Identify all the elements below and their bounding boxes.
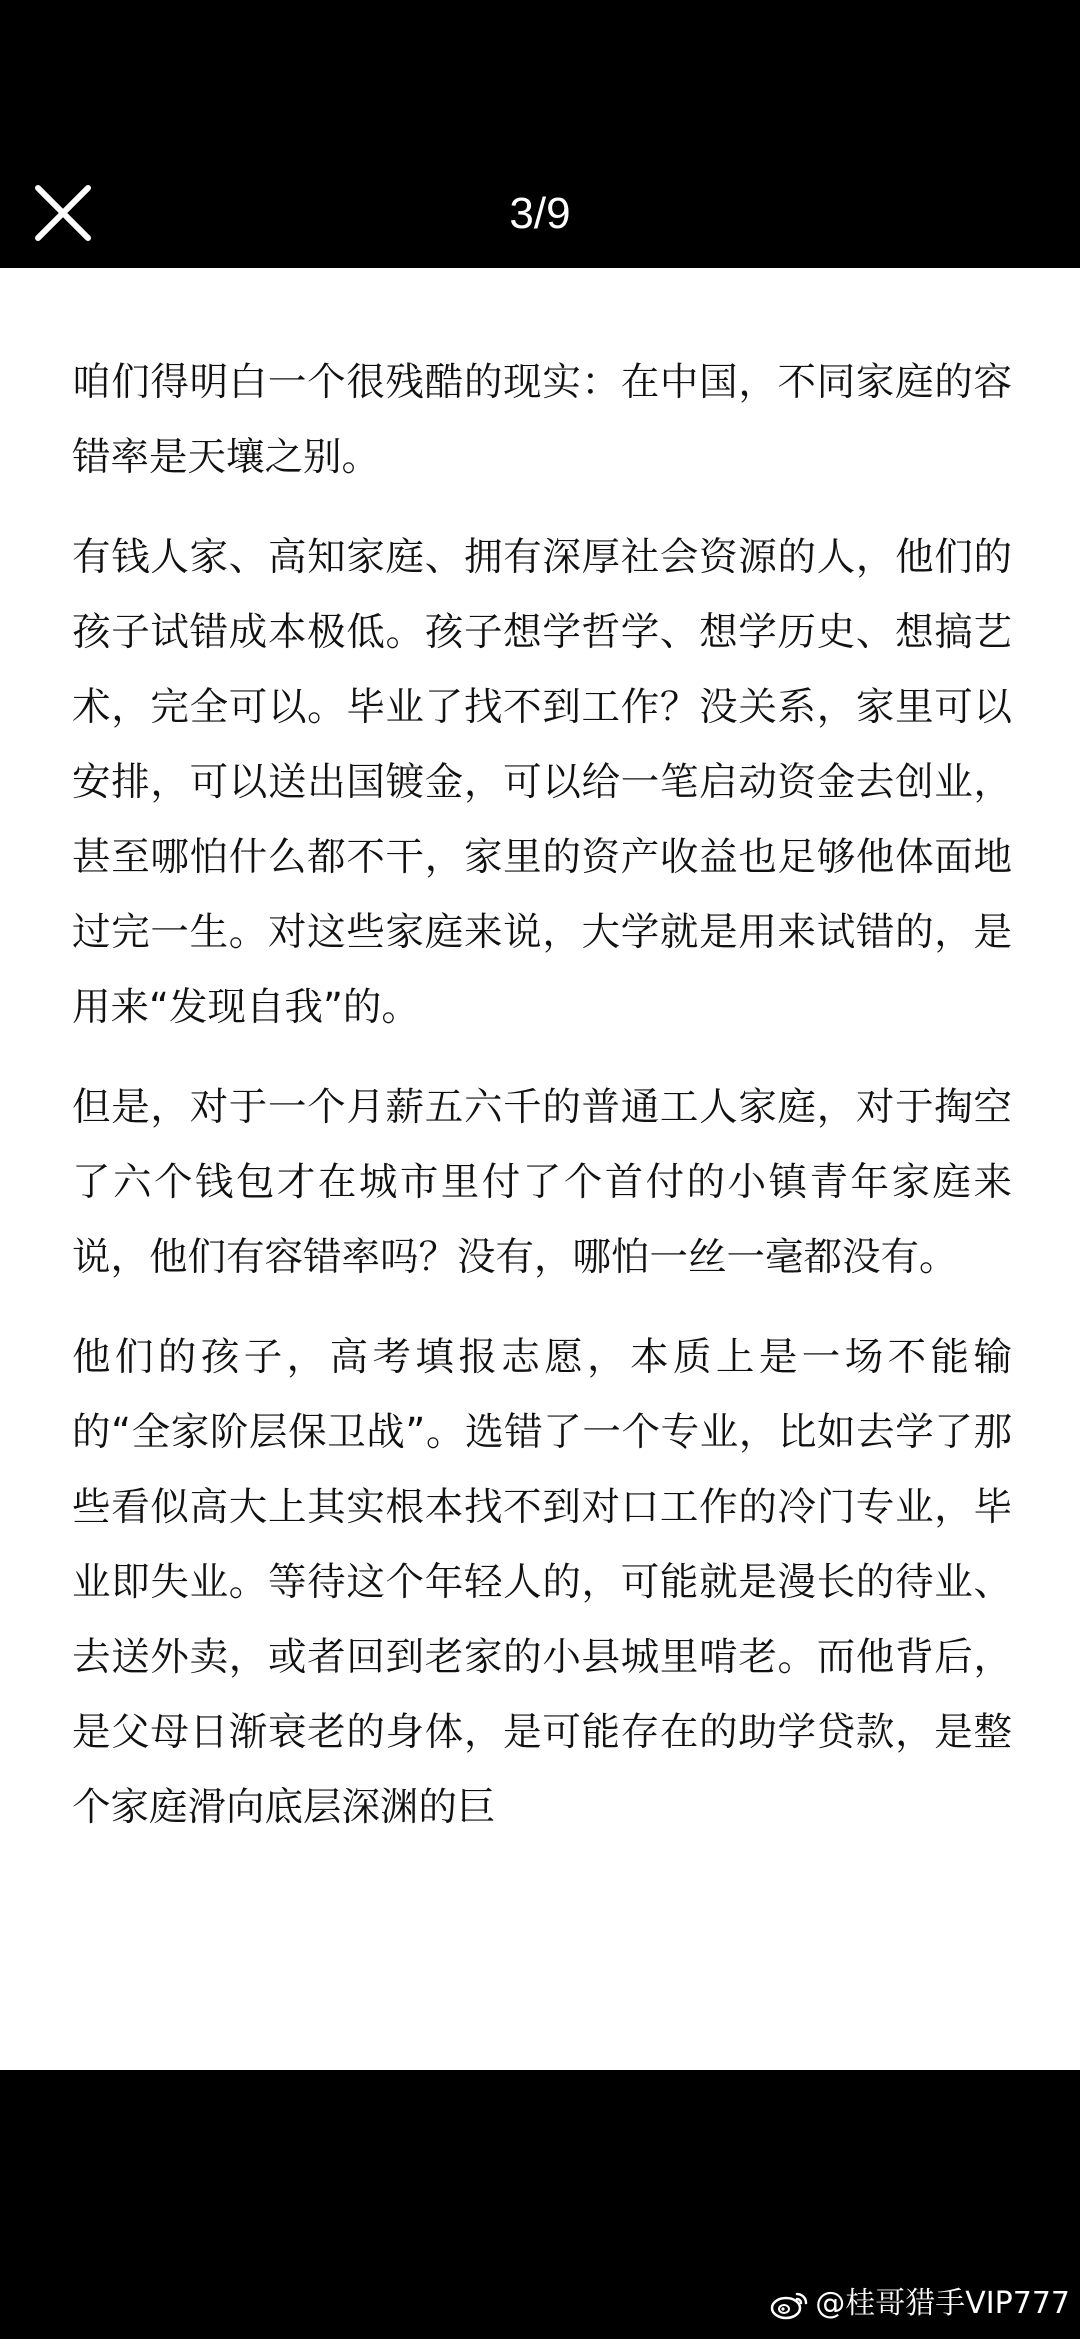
bottom-bar: [0, 2070, 1080, 2339]
image-viewer-content[interactable]: [0, 268, 1080, 2070]
page-counter: 3/9: [509, 189, 571, 238]
paragraph-4: 他们的孩子，高考填报志愿，本质上是一场不能输的“全家阶层保卫战”。选错了一个专业，比如去学了那些看似高大上其实根本找不到对口工作的冷门专业，毕业即失业。等待这个年轻人的，可能就是漫长的待业、去送外卖，或者回到老家的小县城里啃老。而他背后，是父母日渐衰老的身体，是可能存在的助学贷款，是整个家庭滑向底层深渊的巨: [72, 1335, 1012, 1830]
paragraph-3: 但是，对于一个月薪五六千的普通工人家庭，对于掏空了六个钱包才在城市里付了个首付的小镇青年家庭来说，他们有容错率吗？没有，哪怕一丝一毫都没有。: [72, 1085, 1012, 1280]
watermark-text: @桂哥猎手VIP777: [815, 2286, 1070, 2321]
watermark: [769, 2284, 1070, 2324]
paragraph-2: 有钱人家、高知家庭、拥有深厚社会资源的人，他们的孩子试错成本极低。孩子想学哲学、想学历史、想搞艺术，完全可以。毕业了找不到工作？没关系，家里可以安排，可以送出国镀金，可以给一笔启动资金去创业，甚至哪怕什么都不干，家里的资产收益也足够他体面地过完一生。对这些家庭来说，大学就是用来试错的，是用来“发现自我”的。: [72, 535, 1012, 1030]
weibo-icon: [769, 2288, 809, 2320]
top-bar: [0, 0, 1080, 268]
article-text: [72, 345, 1012, 1870]
paragraph-1: 咱们得明白一个很残酷的现实：在中国，不同家庭的容错率是天壤之别。: [72, 360, 1012, 480]
